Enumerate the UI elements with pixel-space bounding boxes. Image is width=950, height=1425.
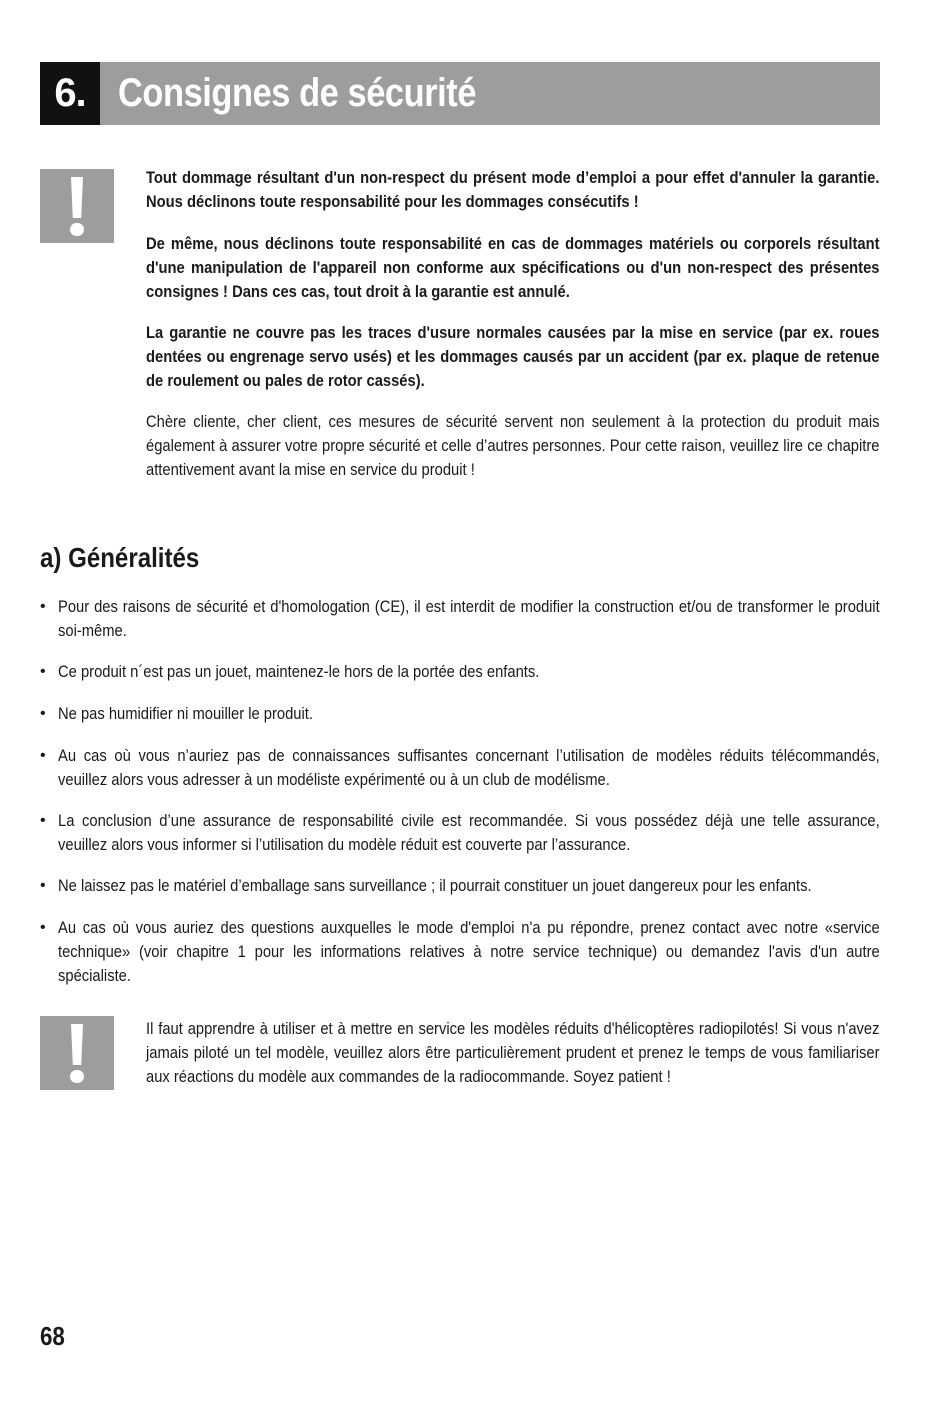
chapter-number: 6. — [40, 62, 100, 125]
chapter-title: Consignes de sécurité — [118, 71, 477, 115]
list-item-text: Pour des raisons de sécurité et d'homologation (CE), il est interdit de modifier la construction et/ou de transformer le produit soi-même. — [58, 598, 880, 640]
bullet-marker: • — [40, 812, 46, 829]
bullet-marker: • — [40, 705, 46, 722]
section-title: a) Généralités — [40, 542, 200, 573]
exclamation-icon — [40, 1016, 114, 1090]
list-item-text: Au cas où vous n’auriez pas de connaissances suffisantes concernant l’utilisation de modèles réduits télécommandés, veuillez alors vous adresser à un modéliste expérimenté ou à un club de modélisme. — [58, 747, 880, 789]
bullet-marker: • — [40, 747, 46, 764]
intro-paragraph-1: Tout dommage résultant d'un non-respect du présent mode d’emploi a pour effet d'annuler la garantie. Nous déclinons toute responsabilité pour les dommages consécutifs ! — [146, 169, 880, 211]
bullet-marker: • — [40, 663, 46, 680]
list-item-text: La conclusion d’une assurance de responsabilité civile est recommandée. Si vous possédez déjà une telle assurance, veuillez alors vous informer si l’utilisation du modèle réduit est couverte par l’assurance. — [58, 812, 880, 854]
list-item-text: Au cas où vous auriez des questions auxquelles le mode d'emploi n'a pu répondre, prenez contact avec notre «service technique» (voir chapitre 1 pour les informations relatives à notre service technique) ou demandez l'avis d'un autre spécialiste. — [58, 919, 880, 985]
intro-paragraph-2: De même, nous déclinons toute responsabilité en cas de dommages matériels ou corporels résultant d'une manipulation de l'appareil non conforme aux spécifications ou d'un non-respect des présentes consignes ! Dans ces cas, tout droit à la garantie est annulé. — [146, 235, 880, 301]
page-number: 68 — [40, 1321, 65, 1351]
list-item-text: Ne pas humidifier ni mouiller le produit. — [58, 705, 313, 723]
chapter-header — [40, 62, 880, 125]
list-item-text: Ne laissez pas le matériel d’emballage sans surveillance ; il pourrait constituer un jouet dangereux pour les enfants. — [58, 877, 812, 895]
bullet-marker: • — [40, 877, 46, 894]
intro-paragraph-4: Chère cliente, cher client, ces mesures de sécurité servent non seulement à la protection du produit mais également à assurer votre propre sécurité et celle d’autres personnes. Pour cette raison, veuillez lire ce chapitre attentivement avant la mise en service du produit ! — [146, 413, 880, 479]
final-note: Il faut apprendre à utiliser et à mettre en service les modèles réduits d'hélicoptères radiopilotés! Si vous n'avez jamais piloté un tel modèle, veuillez alors être particulièrement prudent et prenez le temps de vous familiariser aux réactions du modèle aux commandes de la radiocommande. Soyez patient ! — [146, 1020, 880, 1086]
exclamation-icon — [40, 169, 114, 243]
intro-paragraph-3: La garantie ne couvre pas les traces d'usure normales causées par la mise en service (par ex. roues dentées ou engrenage servo usés) et les dommages causés par un accident (par ex. plaque de retenue de roulement ou pales de rotor cassés). — [146, 324, 880, 390]
bullet-marker: • — [40, 598, 46, 615]
bullet-marker: • — [40, 919, 46, 936]
list-item-text: Ce produit n´est pas un jouet, maintenez-le hors de la portée des enfants. — [58, 663, 540, 681]
